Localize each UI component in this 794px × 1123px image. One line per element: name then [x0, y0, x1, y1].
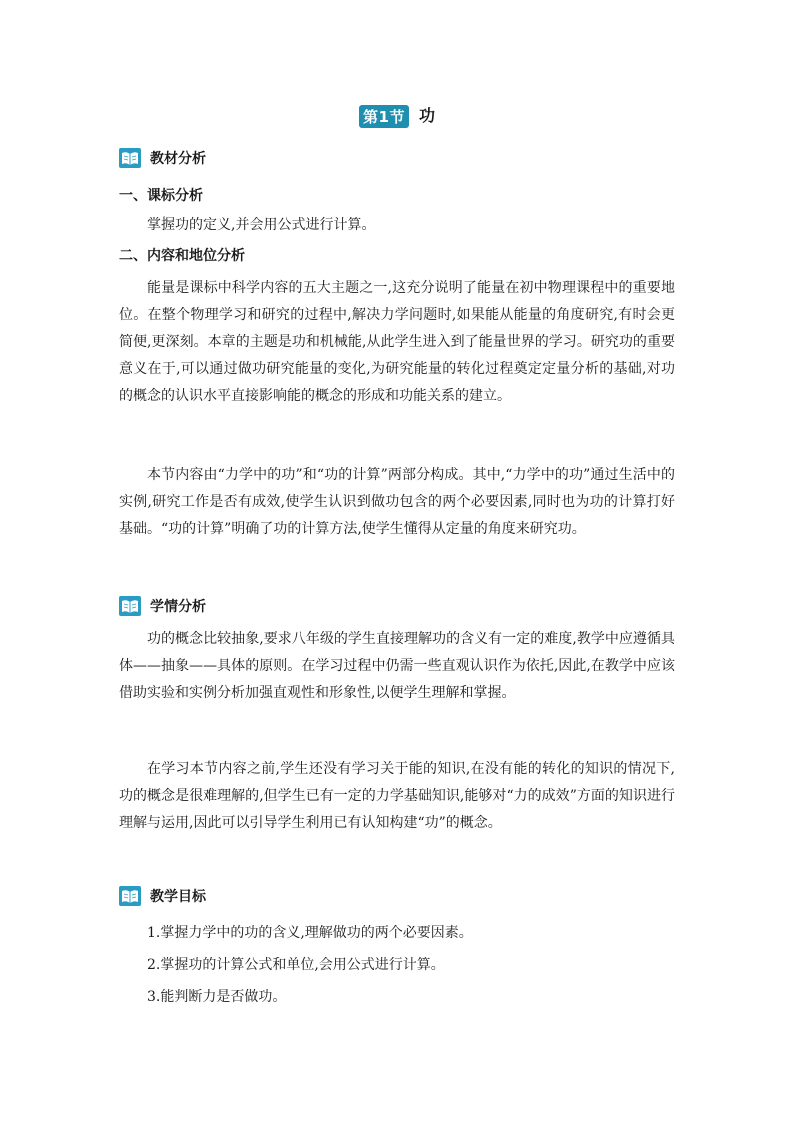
- section-header-textbook-analysis: [119, 146, 206, 170]
- paragraph: 能量是课标中科学内容的五大主题之一,这充分说明了能量在初中物理课程中的重要地位。在整个物理学习和研究的过程中,解决力学问题时,如果能从能量的角度研究,有时会更简便,更深刻。本章的主题是功和机械能,从此学生进入到了能量世界的学习。研究功的重要意义在于,可以通过做功研究能量的变化,为研究能量的转化过程奠定定量分析的基础,对功的概念的认识水平直接影响能的概念的形成和功能关系的建立。: [119, 280, 675, 404]
- open-book-icon: [119, 886, 141, 906]
- goal-item: 3.能判断力是否做功。: [147, 989, 287, 1005]
- section-number-badge: 第1节: [359, 105, 409, 128]
- section-label: 教学目标: [150, 889, 206, 905]
- section-header-learner-analysis: [119, 594, 206, 618]
- paragraph: 功的概念比较抽象,要求八年级的学生直接理解功的含义有一定的难度,教学中应遵循具体——抽象——具体的原则。在学习过程中仍需一些直观认识作为依托,因此,在教学中应该借助实验和实例分析加强直观性和形象性,以便学生理解和掌握。: [119, 631, 675, 701]
- goal-item: 1.掌握力学中的功的含义,理解做功的两个必要因素。: [147, 925, 473, 941]
- paragraph: 掌握功的定义,并会用公式进行计算。: [147, 217, 376, 233]
- subsection-heading: 一、课标分析: [119, 188, 203, 204]
- open-book-icon: [119, 148, 141, 168]
- section-label: 学情分析: [150, 599, 206, 615]
- subsection-heading: 二、内容和地位分析: [119, 248, 245, 264]
- section-header-teaching-goals: [119, 884, 206, 908]
- section-label: 教材分析: [150, 151, 206, 167]
- paragraph: 在学习本节内容之前,学生还没有学习关于能的知识,在没有能的转化的知识的情况下,功的概念是很难理解的,但学生已有一定的力学基础知识,能够对“力的成效”方面的知识进行理解与运用,因此可以引导学生利用已有认知构建“功”的概念。: [119, 761, 675, 831]
- page-title: [0, 103, 794, 128]
- paragraph: 本节内容由“力学中的功”和“功的计算”两部分构成。其中,“力学中的功”通过生活中的实例,研究工作是否有成效,使学生认识到做功包含的两个必要因素,同时也为功的计算打好基础。“功的计算”明确了功的计算方法,使学生懂得从定量的角度来研究功。: [119, 467, 675, 537]
- lesson-title: 功: [418, 106, 435, 125]
- open-book-icon: [119, 596, 141, 616]
- goal-item: 2.掌握功的计算公式和单位,会用公式进行计算。: [147, 957, 445, 973]
